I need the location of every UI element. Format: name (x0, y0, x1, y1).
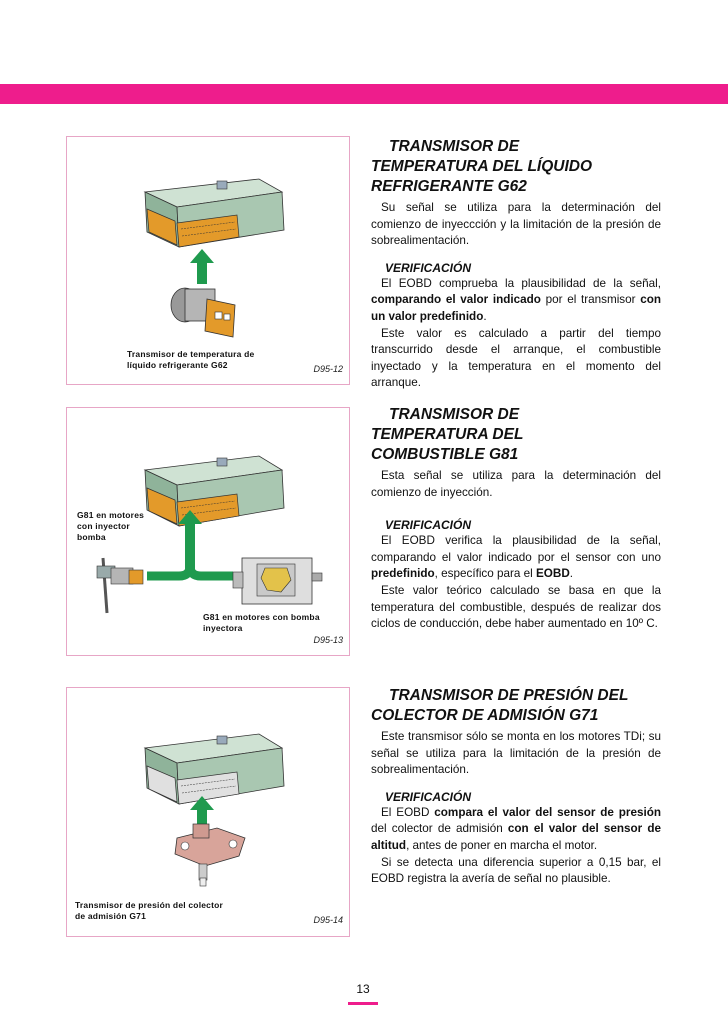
verification-paragraph-2: Este valor es calculado a partir del tiempo transcurrido desde el arranque, el combustible inyectado y la temperatura en el momento del arranque. (371, 326, 661, 390)
figure-caption: Transmisor de temperatura de líquido refrigerante G62 (127, 349, 255, 370)
verification-paragraph-1: El EOBD verifica la plausibilidad de la señal, comparando el valor indicado por el sensor con uno predefinido, específico para el EOBD. (371, 534, 661, 581)
section-title: TRANSMISOR DE TEMPERATURA DEL LÍQUIDO REFRIGERANTE G62 (371, 138, 593, 195)
section-title: TRANSMISOR DE TEMPERATURA DEL COMBUSTIBLE G81 (371, 406, 524, 463)
figure-right-caption: G81 en motores con bomba inyectora (203, 612, 320, 633)
section-intro: Su señal se utiliza para la determinación del comienzo de inyeccción y la limitación de la presión de sobrealimentación. (371, 201, 661, 248)
verification-heading: VERIFICACIÓN (385, 518, 472, 533)
verification-paragraph-2: Este valor teórico calculado se basa en que la temperatura del combustible, después de realizar dos ciclos de conducción, debe haber aumentado en 10º C. (371, 583, 661, 631)
verification-heading: VERIFICACIÓN (385, 260, 472, 275)
section-title: TRANSMISOR DE PRESIÓN DEL COLECTOR DE ADMISIÓN G71 (371, 687, 629, 724)
verification-paragraph-2: Si se detecta una diferencia superior a 0,15 bar, el EOBD registra la avería de señal no plausible. (371, 855, 661, 886)
verification-paragraph-1: El EOBD comprueba la plausibilidad de la señal, comparando el valor indicado por el transmisor con un valor predefinido. (371, 276, 661, 323)
section-g71 (371, 686, 661, 888)
magenta-header-band (0, 84, 728, 104)
section-g62 (371, 137, 661, 392)
figure-g81 (66, 407, 350, 656)
section-intro: Esta señal se utiliza para la determinación del comienzo de inyección. (371, 469, 661, 499)
figure-caption: Transmisor de presión del colector de admisión G71 (75, 900, 224, 921)
verification-paragraph-1: El EOBD compara el valor del sensor de presión del colector de admisión con el valor del sensor de altitud, antes de poner en marcha el motor. (371, 805, 662, 852)
figure-g71 (66, 687, 350, 937)
section-g81 (371, 405, 661, 633)
page-number: 13 (348, 980, 378, 1005)
arrow-up-icon (190, 249, 214, 284)
figure-code: D95-14 (313, 915, 343, 925)
figure-code: D95-12 (313, 364, 343, 374)
figure-left-caption: G81 en motores con inyector bomba (77, 510, 145, 542)
figure-code: D95-13 (313, 635, 343, 645)
figure-g62 (66, 136, 350, 385)
verification-heading: VERIFICACIÓN (385, 789, 472, 804)
section-intro: Este transmisor sólo se monta en los motores TDi; su señal se utiliza para la limitación de la presión de sobrealimentación. (371, 730, 661, 777)
